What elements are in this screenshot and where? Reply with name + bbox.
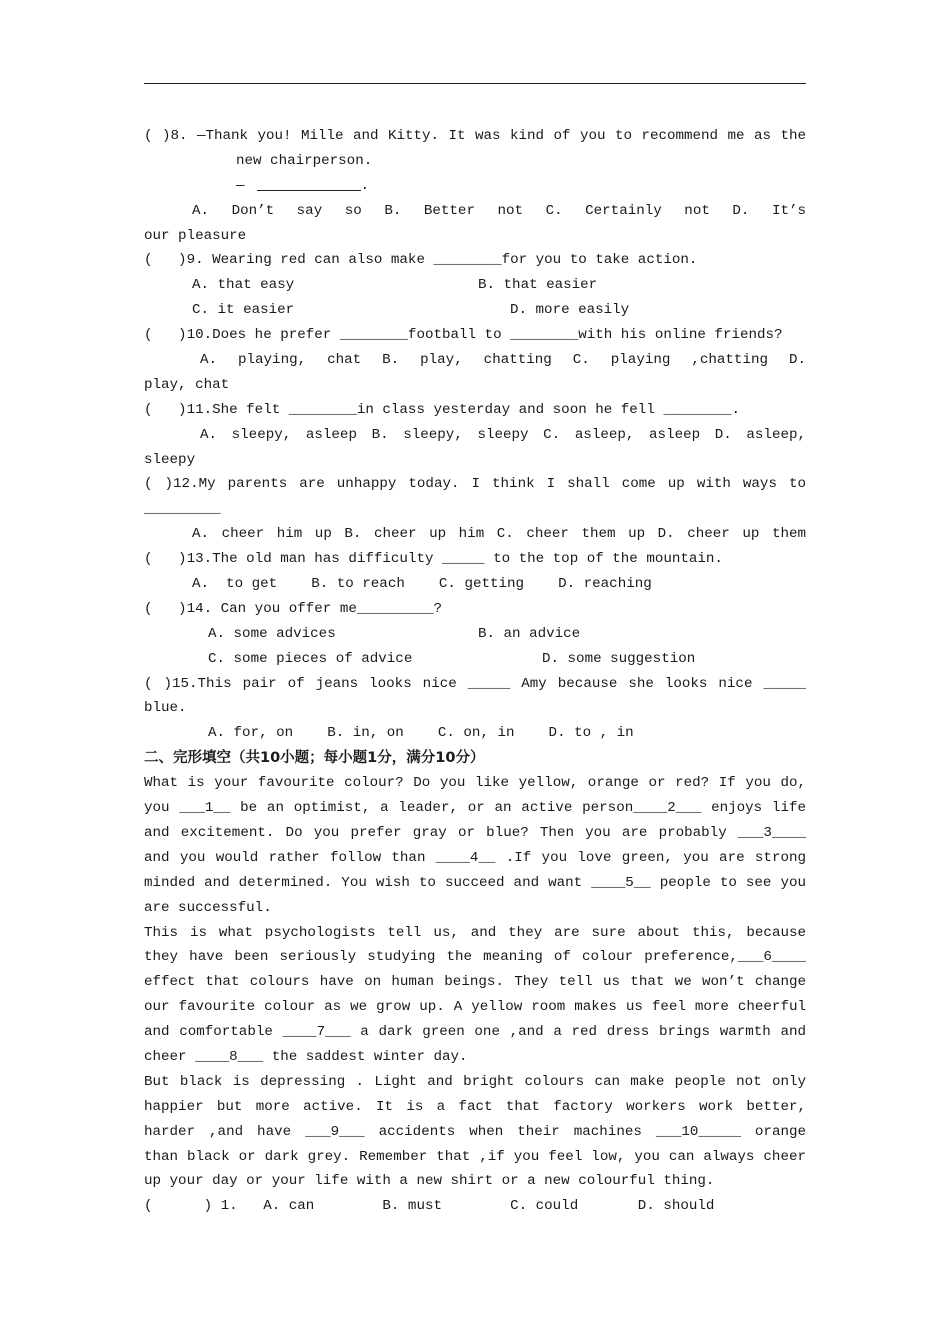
q9-option-b: B. that easier (478, 277, 598, 294)
q14-options-cd (144, 647, 806, 672)
q11-options-wrap: sleepy (144, 451, 196, 468)
passage-p2-line: they have been seriously studying the meaning of colour preference,___6____ (144, 949, 806, 966)
q15-options: A. for, on B. in, on C. on, in D. to , in (208, 725, 634, 742)
q13-stem: ( )13.The old man has difficulty _____ to the top of the mountain. (144, 551, 723, 568)
passage-p3-line: up your day or your life with a new shirt or a new colourful thing. (144, 1173, 715, 1190)
passage-p1-line: minded and determined. You wish to succeed and want ____5__ people to see you (144, 874, 806, 891)
q12-options: A. cheer him up B. cheer up him C. cheer them up D. cheer up them (192, 526, 806, 543)
q12-stem: ( )12.My parents are unhappy today. I think I shall come up with ways to (144, 476, 806, 493)
q9-option-d: D. more easily (510, 302, 630, 319)
q11-options: A. sleepy, asleep B. sleepy, sleepy C. asleep, asleep D. asleep, (200, 426, 806, 443)
q9-option-a: A. that easy (192, 277, 295, 294)
passage-p1-line: What is your favourite colour? Do you like yellow, orange or red? If you do, (144, 775, 806, 792)
q14-option-d: D. some suggestion (542, 650, 696, 667)
q14-option-a: A. some advices (208, 625, 336, 642)
q10-stem: ( )10.Does he prefer ________football to ________with his online friends? (144, 327, 783, 344)
passage-p3-line: harder ,and have ___9___ accidents when their machines ___10_____ orange (144, 1123, 806, 1140)
header-rule (144, 83, 806, 84)
q15-stem-cont: blue. (144, 700, 187, 717)
q8-options: A. Don’t say so B. Better not C. Certainly not D. It’s (192, 202, 806, 219)
q9-stem: ( )9. Wearing red can also make ________for you to take action. (144, 252, 698, 269)
q14-stem: ( )14. Can you offer me_________? (144, 600, 442, 617)
q13-options: A. to get B. to reach C. getting D. reaching (192, 576, 652, 593)
q9-options-ab (144, 273, 806, 298)
q14-option-c: C. some pieces of advice (208, 650, 413, 667)
passage-p2-line: our favourite colour as we grow up. A yellow room makes us feel more cheerful (144, 999, 806, 1016)
q11-stem: ( )11.She felt ________in class yesterday and soon he fell ________. (144, 401, 740, 418)
passage-p2-line: and comfortable ____7___ a dark green one ,and a red dress brings warmth and (144, 1024, 806, 1041)
q9-options-cd (144, 298, 806, 323)
passage-p2-line: This is what psychologists tell us, and they are sure about this, because (144, 924, 806, 941)
q8-options-wrap: our pleasure (144, 227, 247, 244)
passage-p1-line: and excitement. Do you prefer gray or blue? Then you are probably ___3____ (144, 824, 806, 841)
q12-stem-blank: _________ (144, 501, 221, 518)
passage-p3-line: than black or dark grey. Remember that ,if you feel low, you can always cheer (144, 1148, 806, 1165)
q8-answer-line (144, 174, 806, 199)
passage-p3-line: happier but more active. It is a fact that factory workers work better, (144, 1098, 806, 1115)
q15-stem: ( )15.This pair of jeans looks nice _____ Amy because she looks nice _____ (144, 675, 806, 692)
q14-options-ab (144, 622, 806, 647)
passage-p3-line: But black is depressing . Light and bright colours can make people not only (144, 1073, 806, 1090)
passage-p2-line: cheer ____8___ the saddest winter day. (144, 1048, 468, 1065)
cloze-q1: ( ) 1. A. can B. must C. could D. should (144, 1198, 715, 1215)
passage-p2-line: effect that colours have on human beings. They tell us that we won’t change (144, 974, 806, 991)
exam-content (144, 124, 806, 1219)
q8-blank (257, 175, 361, 191)
q8-period: . (360, 177, 370, 194)
q10-options-wrap: play, chat (144, 376, 230, 393)
q10-options: A. playing, chat B. play, chatting C. playing ,chatting D. (200, 352, 806, 369)
passage-p1-line: you ___1__ be an optimist, a leader, or an active person____2___ enjoys life (144, 800, 806, 817)
q9-option-c: C. it easier (192, 302, 295, 319)
q8-dash: — (236, 177, 245, 194)
q8-stem: ( )8. —Thank you! Mille and Kitty. It was kind of you to recommend me as the (144, 128, 806, 144)
q14-option-b: B. an advice (478, 625, 581, 642)
section2-heading: 二、完形填空（共10小题；每小题1分，满分10分） (144, 750, 485, 767)
passage-p1-line: are successful. (144, 899, 272, 916)
q8-stem-cont: new chairperson. (236, 152, 373, 169)
passage-p1-line: and you would rather follow than ____4__ .If you love green, you are strong (144, 849, 806, 866)
